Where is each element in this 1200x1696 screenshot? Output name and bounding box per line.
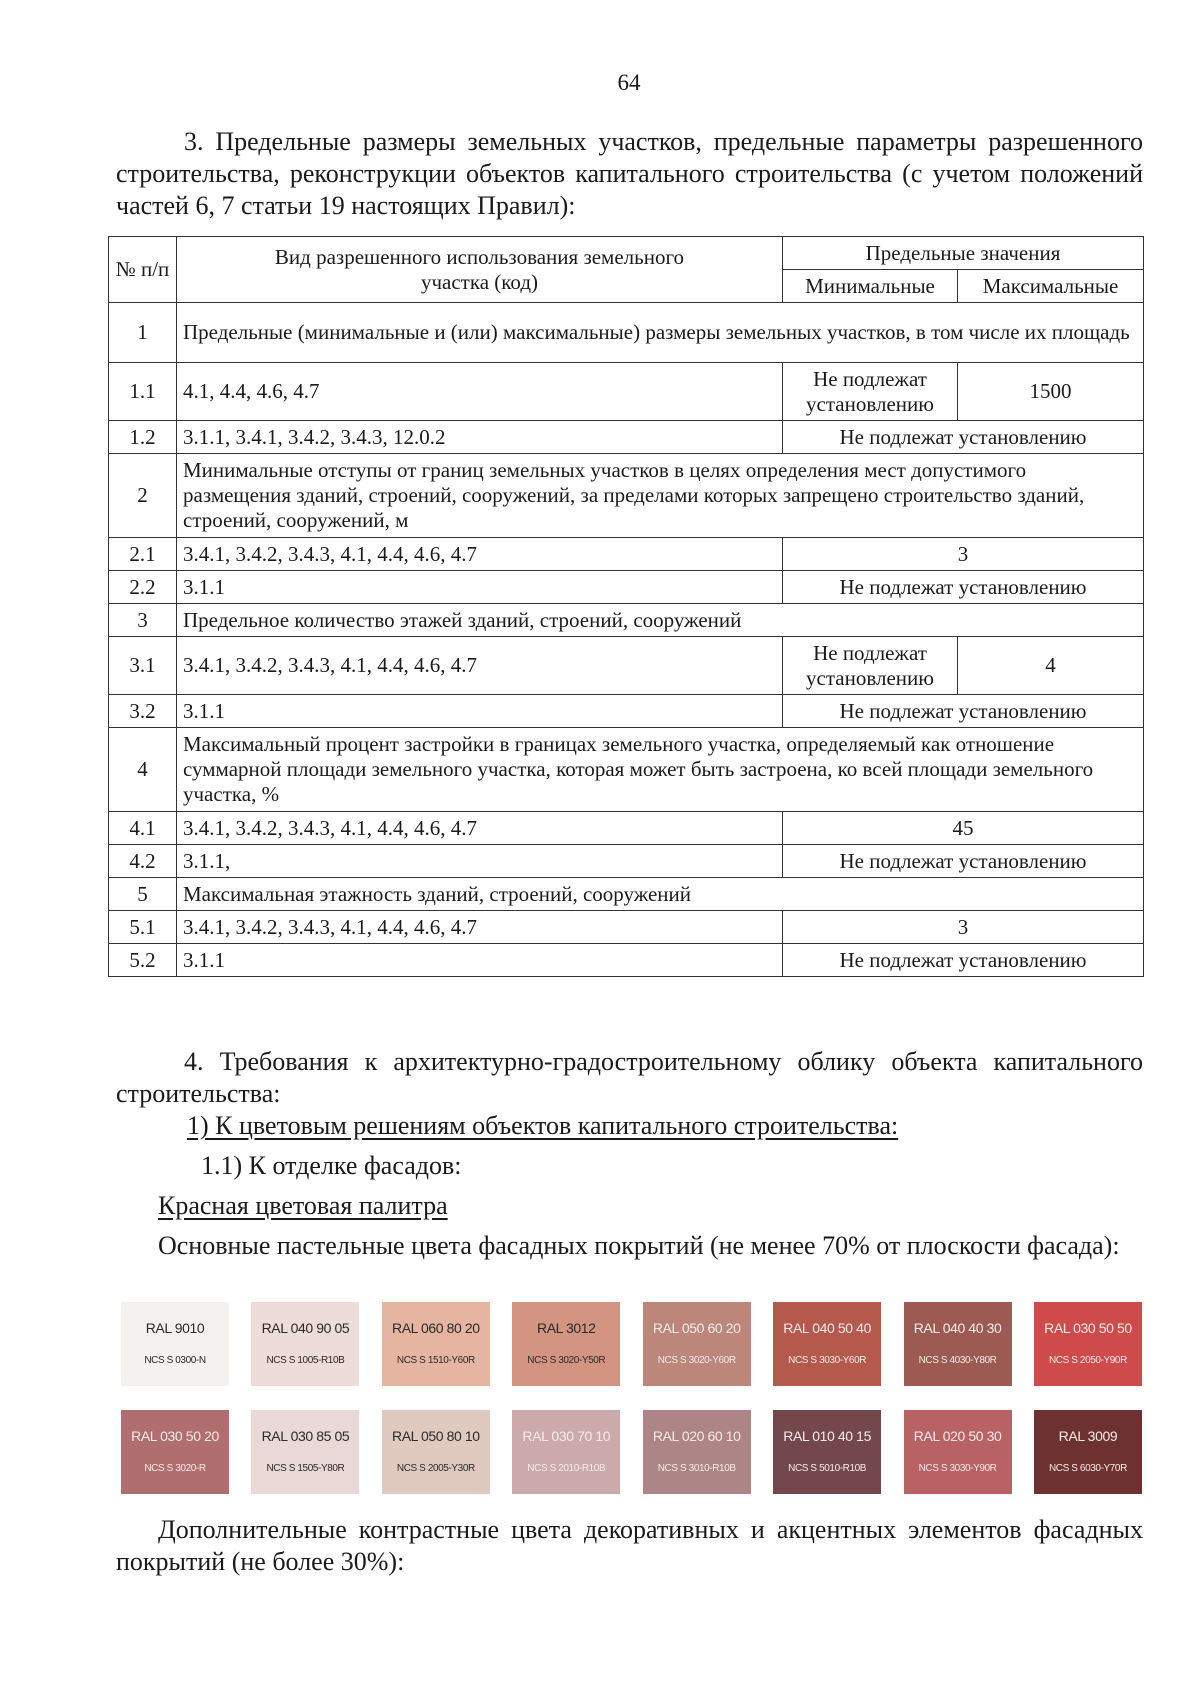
ncs-code: NCS S 3020-R [144, 1463, 206, 1474]
color-swatch [643, 1410, 751, 1494]
ral-code: RAL 010 40 15 [783, 1428, 871, 1444]
color-swatch [121, 1302, 229, 1386]
ncs-code: NCS S 3020-Y50R [527, 1355, 606, 1366]
table-row [109, 363, 1144, 421]
limit-value: Не подлежат установлению [783, 571, 1144, 604]
ncs-code: NCS S 3020-Y60R [657, 1355, 736, 1366]
limits-table-body [109, 303, 1144, 977]
color-swatch [773, 1302, 881, 1386]
use-codes: 3.1.1 [177, 944, 783, 977]
header-limit-values: Предельные значения [783, 237, 1144, 270]
ncs-code: NCS S 2050-Y90R [1048, 1355, 1127, 1366]
ncs-code: NCS S 2005-Y30R [396, 1463, 475, 1474]
row-number: 4 [109, 728, 177, 812]
use-codes: 3.1.1 [177, 695, 783, 728]
group-title: Предельное количество этажей зданий, строений, сооружений [177, 604, 1144, 637]
color-swatch [643, 1302, 751, 1386]
header-kind: Вид разрешенного использования земельного участка (код) [177, 237, 783, 303]
color-swatch [512, 1410, 620, 1494]
table-row [109, 911, 1144, 944]
row-number: 2.2 [109, 571, 177, 604]
ncs-code: NCS S 4030-Y80R [918, 1355, 997, 1366]
ral-code: RAL 040 40 30 [913, 1320, 1002, 1336]
color-swatch [904, 1410, 1012, 1494]
main-colors-text: Основные пастельные цвета фасадных покрытий (не менее 70% от плоскости фасада): [158, 1231, 1120, 1260]
table-row [109, 695, 1144, 728]
ncs-code: NCS S 5010-R10B [788, 1463, 867, 1474]
item-1-color-solutions: 1) К цветовым решениям объектов капитального строительства: [187, 1111, 899, 1140]
color-swatch [121, 1410, 229, 1494]
limit-value: Не подлежат установлению [783, 845, 1144, 878]
row-number: 3 [109, 604, 177, 637]
ral-code: RAL 040 90 05 [261, 1320, 350, 1336]
use-codes: 3.1.1, 3.4.1, 3.4.2, 3.4.3, 12.0.2 [177, 421, 783, 454]
row-number: 1.2 [109, 421, 177, 454]
ral-code: RAL 030 50 50 [1044, 1320, 1132, 1336]
row-number: 3.1 [109, 637, 177, 695]
header-max: Максимальные [958, 270, 1144, 303]
group-title: Максимальная этажность зданий, строений, сооружений [177, 878, 1144, 911]
ncs-code: NCS S 0300-N [144, 1355, 206, 1366]
group-title: Предельные (минимальные и (или) максимальные) размеры земельных участков, в том числе их площадь [177, 303, 1144, 363]
use-codes: 4.1, 4.4, 4.6, 4.7 [177, 363, 783, 421]
ral-code: RAL 030 70 10 [522, 1428, 611, 1444]
row-number: 1 [109, 303, 177, 363]
row-number: 5.2 [109, 944, 177, 977]
use-codes: 3.4.1, 3.4.2, 3.4.3, 4.1, 4.4, 4.6, 4.7 [177, 911, 783, 944]
swatch-row-main-2 [121, 1410, 1142, 1494]
row-number: 2 [109, 454, 177, 538]
table-row [109, 845, 1144, 878]
additional-colors-text: Дополнительные контрастные цвета декоративных и акцентных элементов фасадных покрытий (не более 30%): [116, 1515, 1143, 1576]
color-swatch [904, 1302, 1012, 1386]
ral-code: RAL 050 80 10 [392, 1428, 480, 1444]
header-num: № п/п [109, 237, 177, 303]
ral-code: RAL 030 85 05 [261, 1428, 350, 1444]
row-number: 2.1 [109, 538, 177, 571]
table-row [109, 878, 1144, 911]
section-4-heading: 4. Требования к архитектурно-градостроительному облику объекта капитального строительства: [116, 1047, 1143, 1108]
ral-code: RAL 020 50 30 [913, 1428, 1002, 1444]
max-value: 4 [958, 637, 1144, 695]
ral-code: RAL 3009 [1058, 1428, 1118, 1444]
section-3-heading: 3. Предельные размеры земельных участков, предельные параметры разрешенного строительства, реконструкции объектов капитального строительства (с учетом положений частей 6, 7 статьи 19 настоящих Правил): [116, 127, 1143, 220]
row-number: 5 [109, 878, 177, 911]
limit-value: 3 [783, 911, 1144, 944]
ncs-code: NCS S 3030-Y90R [918, 1463, 997, 1474]
color-swatch [773, 1410, 881, 1494]
min-value: Не подлежат установлению [783, 637, 958, 695]
row-number: 3.2 [109, 695, 177, 728]
ral-code: RAL 040 50 40 [783, 1320, 871, 1336]
ral-code: RAL 9010 [145, 1320, 205, 1336]
ral-code: RAL 060 80 20 [392, 1320, 480, 1336]
table-row [109, 812, 1144, 845]
ncs-code: NCS S 6030-Y70R [1048, 1463, 1127, 1474]
use-codes: 3.1.1 [177, 571, 783, 604]
limits-table [108, 236, 1144, 977]
row-number: 4.2 [109, 845, 177, 878]
swatch-row-main-1 [121, 1302, 1142, 1386]
use-codes: 3.4.1, 3.4.2, 3.4.3, 4.1, 4.4, 4.6, 4.7 [177, 812, 783, 845]
table-row [109, 454, 1144, 538]
ral-code: RAL 030 50 20 [131, 1428, 219, 1444]
color-swatch [382, 1410, 490, 1494]
color-swatch [382, 1302, 490, 1386]
header-min: Минимальные [783, 270, 958, 303]
limit-value: Не подлежат установлению [783, 695, 1144, 728]
table-row [109, 421, 1144, 454]
max-value: 1500 [958, 363, 1144, 421]
color-swatch [251, 1410, 359, 1494]
color-swatch [1034, 1302, 1142, 1386]
ncs-code: NCS S 1005-R10B [266, 1355, 345, 1366]
ncs-code: NCS S 3010-R10B [657, 1463, 736, 1474]
use-codes: 3.1.1, [177, 845, 783, 878]
ncs-code: NCS S 3030-Y60R [788, 1355, 867, 1366]
group-title: Минимальные отступы от границ земельных участков в целях определения мест допустимого размещения зданий, строений, сооружений, за пределами которых запрещено строительство зданий, строений, сооружений, м [177, 454, 1144, 538]
table-row [109, 604, 1144, 637]
color-swatch [512, 1302, 620, 1386]
table-row [109, 538, 1144, 571]
ral-code: RAL 020 60 10 [652, 1428, 741, 1444]
item-1-1-facades: 1.1) К отделке фасадов: [201, 1151, 462, 1180]
limit-value: Не подлежат установлению [783, 944, 1144, 977]
row-number: 1.1 [109, 363, 177, 421]
color-swatch [1034, 1410, 1142, 1494]
color-swatch [251, 1302, 359, 1386]
limit-value: 3 [783, 538, 1144, 571]
table-row [109, 303, 1144, 363]
limit-value: Не подлежат установлению [783, 421, 1144, 454]
table-row [109, 728, 1144, 812]
group-title: Максимальный процент застройки в границах земельного участка, определяемый как отношение суммарной площади земельного участка, которая может быть застроена, ко всей площади земельного участка, % [177, 728, 1144, 812]
row-number: 5.1 [109, 911, 177, 944]
min-value: Не подлежат установлению [783, 363, 958, 421]
table-row [109, 571, 1144, 604]
ral-code: RAL 050 60 20 [652, 1320, 741, 1336]
page-number: 64 [617, 70, 641, 95]
ncs-code: NCS S 2010-R10B [527, 1463, 606, 1474]
ral-code: RAL 3012 [536, 1320, 596, 1336]
limit-value: 45 [783, 812, 1144, 845]
row-number: 4.1 [109, 812, 177, 845]
use-codes: 3.4.1, 3.4.2, 3.4.3, 4.1, 4.4, 4.6, 4.7 [177, 538, 783, 571]
ncs-code: NCS S 1505-Y80R [266, 1463, 345, 1474]
use-codes: 3.4.1, 3.4.2, 3.4.3, 4.1, 4.4, 4.6, 4.7 [177, 637, 783, 695]
table-row [109, 944, 1144, 977]
ncs-code: NCS S 1510-Y60R [396, 1355, 475, 1366]
palette-title: Красная цветовая палитра [158, 1191, 448, 1220]
table-row [109, 637, 1144, 695]
